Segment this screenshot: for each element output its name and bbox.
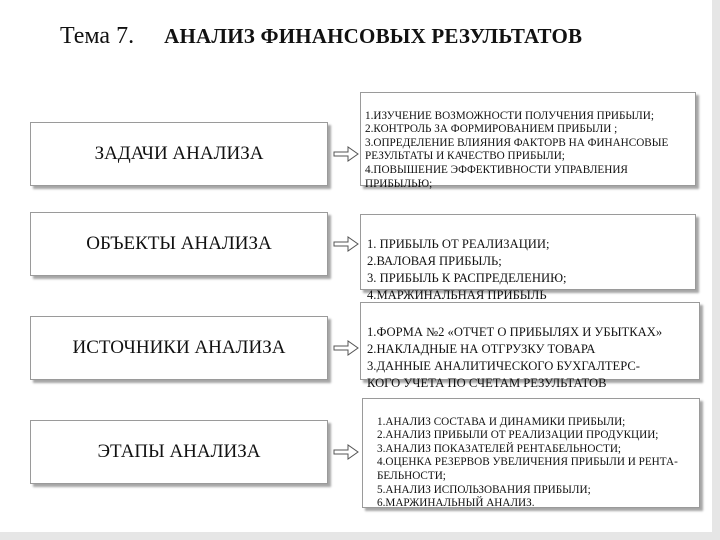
- slide-title: [60, 18, 582, 54]
- objects-list: 1. ПРИБЫЛЬ ОТ РЕАЛИЗАЦИИ; 2.ВАЛОВАЯ ПРИБЫЛЬ; 3. ПРИБЫЛЬ К РАСПРЕДЕЛЕНИЮ; 4.МАРЖИНАЛЬНАЯ ПРИБЫЛЬ: [367, 237, 567, 302]
- sources-arrow-icon: [334, 341, 358, 355]
- stages-list-box: [362, 398, 700, 508]
- sources-label: ИСТОЧНИКИ АНАЛИЗА: [72, 337, 286, 358]
- stages-label-box: [30, 420, 328, 484]
- topic-number: Тема 7.: [60, 22, 135, 49]
- tasks-label: ЗАДАЧИ АНАЛИЗА: [94, 143, 264, 164]
- sources-list-box: [360, 302, 700, 390]
- tasks-list-box: [360, 92, 696, 190]
- tasks-label-box: [30, 122, 328, 186]
- sources-list: 1.ФОРМА №2 «ОТЧЕТ О ПРИБЫЛЯХ И УБЫТКАХ» 2.НАКЛАДНЫЕ НА ОТГРУЗКУ ТОВАРА 3.ДАННЫЕ АНАЛИТИЧЕСКОГО БУХГАЛТЕРС- КОГО УЧЕТА ПО СЧЕТАМ РЕЗУЛЬТАТОВ: [367, 325, 663, 390]
- objects-label-box: [30, 212, 328, 276]
- objects-label: ОБЪЕКТЫ АНАЛИЗА: [86, 233, 272, 254]
- stages-arrow-icon: [334, 445, 358, 459]
- tasks-arrow-icon: [334, 147, 358, 161]
- main-title: АНАЛИЗ ФИНАНСОВЫХ РЕЗУЛЬТАТОВ: [164, 23, 583, 48]
- stages-list: 1.АНАЛИЗ СОСТАВА И ДИНАМИКИ ПРИБЫЛИ; 2.АНАЛИЗ ПРИБЫЛИ ОТ РЕАЛИЗАЦИИ ПРОДУКЦИИ; 3.АНАЛИЗ ПОКАЗАТЕЛЕЙ РЕНТАБЕЛЬНОСТИ; 4.ОЦЕНКА РЕЗЕРВОВ УВЕЛИЧЕНИЯ ПРИБЫЛИ И РЕНТА- БЕЛЬНОСТИ; 5.АНАЛИЗ ИСПОЛЬЗОВАНИЯ ПРИБЫЛИ; 6.МАРЖИНАЛЬНЫЙ АНАЛИЗ.: [377, 415, 678, 510]
- sources-label-box: [30, 316, 328, 380]
- stages-label: ЭТАПЫ АНАЛИЗА: [97, 441, 261, 462]
- tasks-list: 1.ИЗУЧЕНИЕ ВОЗМОЖНОСТИ ПОЛУЧЕНИЯ ПРИБЫЛИ; 2.КОНТРОЛЬ ЗА ФОРМИРОВАНИЕМ ПРИБЫЛИ ; 3.ОПРЕДЕЛЕНИЕ ВЛИЯНИЯ ФАКТОРВ НА ФИНАНСОВЫЕ РЕЗУЛЬТАТЫ И КАЧЕСТВО ПРИБЫЛИ; 4.ПОВЫШЕНИЕ ЭФФЕКТИВНОСТИ УПРАВЛЕНИЯ ПРИБЫЛЬЮ;: [365, 109, 669, 190]
- objects-arrow-icon: [334, 237, 358, 251]
- objects-list-box: [360, 214, 696, 302]
